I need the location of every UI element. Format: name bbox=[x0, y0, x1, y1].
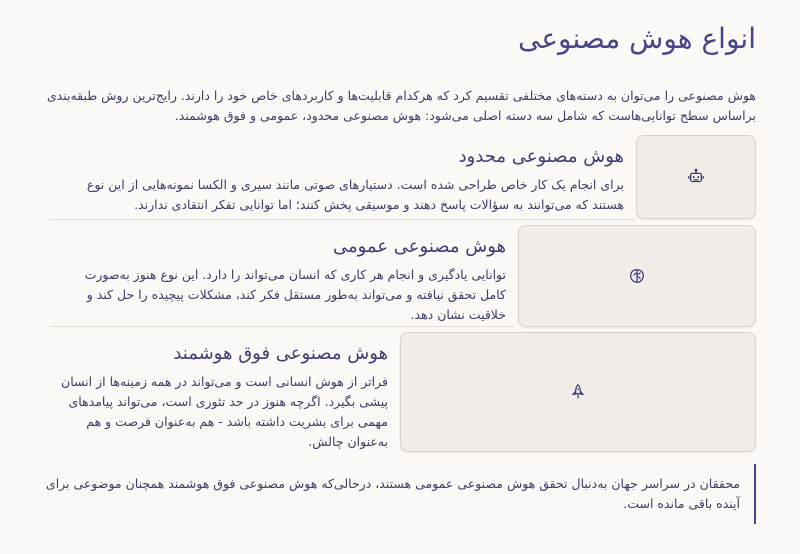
general-ai-heading: هوش مصنوعی عمومی bbox=[332, 236, 506, 257]
narrow-ai-body: برای انجام یک کار خاص طراحی شده است. دستیارهای صوتی مانند سیری و الکسا نمونه‌هایی از این نوع هستند که می‌توانند به سؤالات پاسخ دهند و موسیقی پخش کنند؛ اما توانایی تفکر انتقادی ندارند. bbox=[86, 177, 624, 212]
super-ai-card bbox=[400, 332, 756, 452]
general-ai-card bbox=[518, 225, 756, 327]
narrow-ai-section bbox=[54, 146, 624, 215]
divider bbox=[50, 219, 636, 220]
page-title: انواع هوش مصنوعی bbox=[518, 22, 756, 55]
conclusion-note bbox=[44, 464, 756, 524]
general-ai-body: توانایی یادگیری و انجام هر کاری که انسان می‌تواند را دارد. این نوع هنوز به‌صورت کامل تحقق نیافته و می‌تواند به‌طور مستقل فکر کند، مشکلات پیچیده را حل کند و خلاقیت نشان دهد. bbox=[84, 267, 506, 322]
intro-paragraph: هوش مصنوعی را می‌توان به دسته‌های مختلفی تقسیم کرد که هرکدام قابلیت‌ها و کاربردهای خاص خود را دارند. رایج‌ترین روش طبقه‌بندی براساس سطح توانایی‌هاست که شامل سه دسته اصلی می‌شود: هوش مصنوعی محدود، عمومی و فوق هوشمند. bbox=[46, 88, 756, 123]
divider bbox=[50, 326, 514, 327]
super-ai-heading: هوش مصنوعی فوق هوشمند bbox=[173, 343, 388, 364]
robot-icon bbox=[687, 168, 705, 186]
narrow-ai-card bbox=[636, 135, 756, 219]
super-ai-section bbox=[48, 343, 388, 452]
narrow-ai-heading: هوش مصنوعی محدود bbox=[458, 146, 624, 167]
general-ai-section bbox=[64, 236, 506, 325]
brain-icon bbox=[628, 267, 646, 285]
rocket-icon bbox=[569, 383, 587, 401]
conclusion-text: محققان در سراسر جهان به‌دنبال تحقق هوش مصنوعی عمومی هستند، درحالی‌که هوش مصنوعی فوق هوشمند همچنان موضوعی برای آینده باقی مانده است. bbox=[45, 476, 740, 511]
super-ai-body: فراتر از هوش انسانی است و می‌تواند در همه زمینه‌ها از انسان پیشی بگیرد. اگرچه هنوز در حد تئوری است، می‌تواند پیامدهای مهمی برای بشریت داشته باشد - هم به‌عنوان فرصت و هم به‌عنوان چالش. bbox=[61, 374, 388, 449]
